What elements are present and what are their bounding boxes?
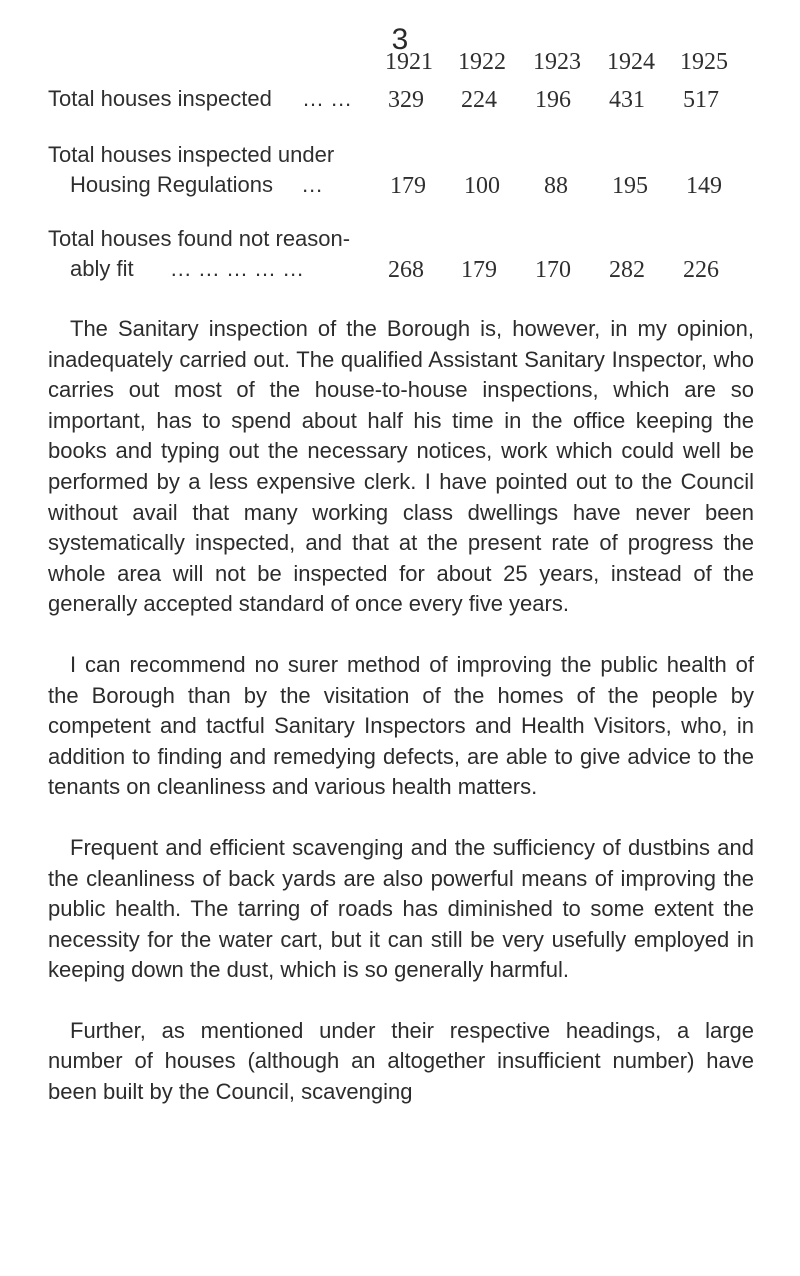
row-label-text: Total houses found not reason-	[48, 226, 351, 251]
year-header-1923: 1923	[533, 49, 581, 75]
paragraph: Frequent and efficient scavenging and the sufficiency of dustbins and the cleanliness of back yards are also powerful means of improving the public health. The tarring of roads has diminished to some extent the necessity for the water cart, but it can still be very usefully employed in keeping down the dust, which is so generally harmful.	[48, 834, 754, 983]
table-cell: 431	[609, 87, 645, 113]
table-cell: 282	[609, 257, 645, 283]
year-header-1925: 1925	[680, 49, 728, 75]
table-cell: 195	[612, 173, 648, 199]
paragraph: I can recommend no surer method of improving the public health of the Borough than by the visitation of the homes of the people by competent and tactful Sanitary Inspectors and Health Visitors, who, in addition to finding and remedying defects, are able to give advice to the tenants on cleanliness and various health matters.	[48, 651, 754, 800]
table-row-label	[48, 224, 350, 284]
row-label-text: Housing Regulations	[70, 172, 274, 197]
table-cell: 170	[535, 257, 571, 283]
table-cell: 268	[388, 257, 424, 283]
table-cell: 196	[535, 87, 571, 113]
paragraph: The Sanitary inspection of the Borough is, however, in my opinion, inadequately carried out. The qualified Assistant Sanitary Inspector, who carries out most of the house-to-house inspections, which are so important, has to spend about half his time in the office keeping the books and typing out the necessary notices, work which could well be performed by a less expensive clerk. I have pointed out to the Council without avail that many working class dwellings have never been systematically inspected, and that at the present rate of progress the whole area will not be inspected for about 25 years, instead of the generally accepted standard of once every five years.	[48, 316, 754, 617]
page-number: 3	[391, 23, 409, 56]
table-cell: 179	[390, 173, 426, 199]
row-label-text: Total houses inspected	[48, 86, 272, 111]
table-cell: 517	[683, 87, 719, 113]
year-header-1921: 1921	[385, 49, 433, 75]
table-cell: 226	[683, 257, 719, 283]
leader-dots: … … … … …	[169, 256, 305, 281]
table-row-label	[48, 84, 352, 114]
table-cell: 224	[461, 87, 497, 113]
leader-dots: … …	[301, 86, 353, 111]
table-cell: 100	[464, 173, 500, 199]
table-row-label	[48, 140, 334, 200]
paragraph: Further, as mentioned under their respective headings, a large number of houses (although an altogether insufficient number) have been built by the Council, scavenging	[48, 1017, 754, 1105]
table-cell: 88	[544, 173, 568, 199]
leader-dots: …	[301, 172, 324, 197]
row-label-text: Total houses inspected under	[48, 142, 335, 167]
row-label-text: ably fit	[70, 256, 134, 281]
table-cell: 179	[461, 257, 497, 283]
year-header-1924: 1924	[607, 49, 655, 75]
table-cell: 149	[686, 173, 722, 199]
table-cell: 329	[388, 87, 424, 113]
year-header-1922: 1922	[458, 49, 506, 75]
body-text	[48, 316, 754, 1138]
